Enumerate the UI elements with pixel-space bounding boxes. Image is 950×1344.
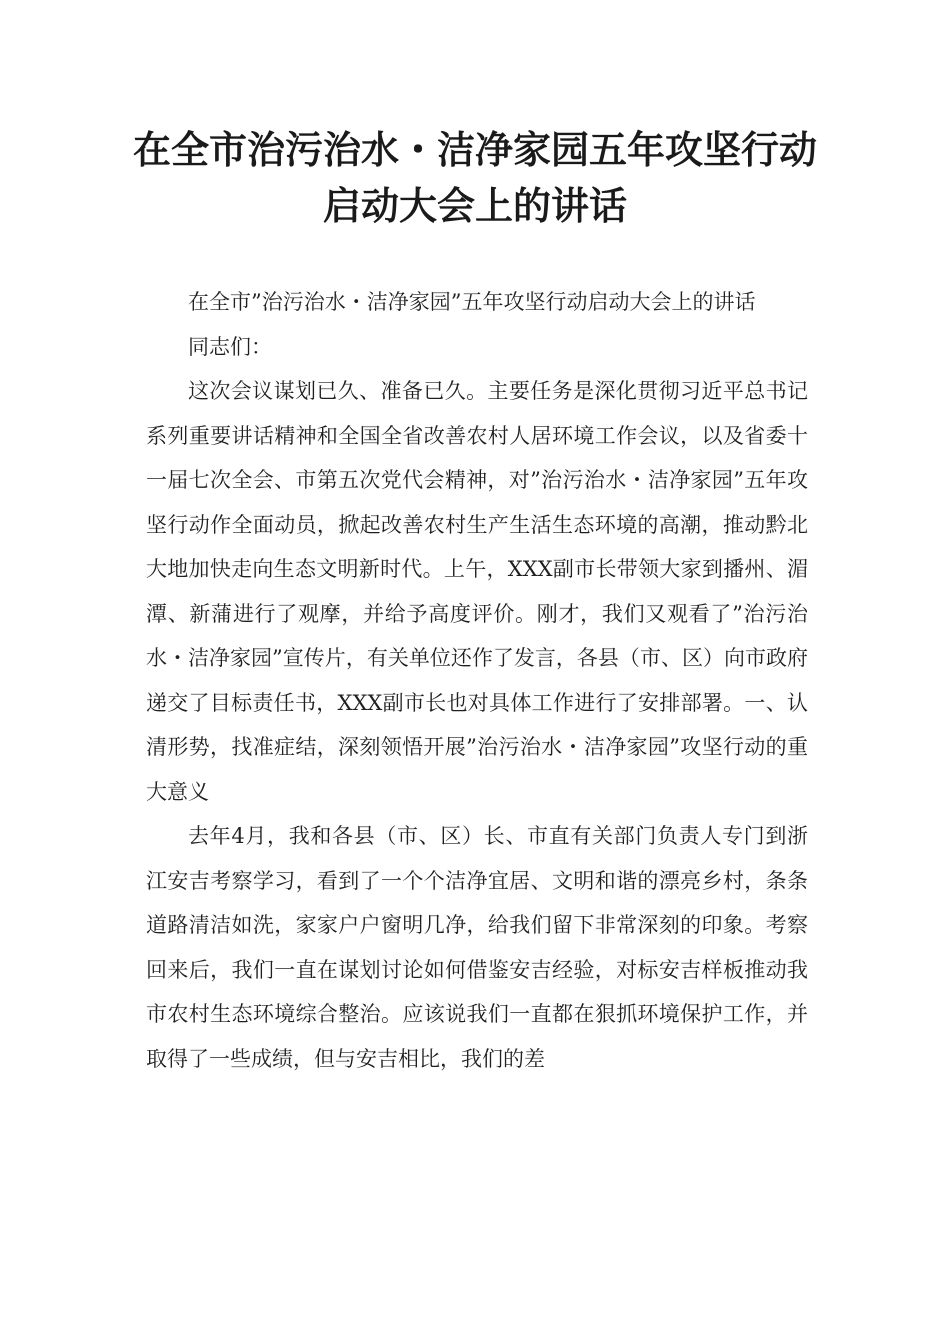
paragraph-anji: 去年4月，我和各县（市、区）长、市直有关部门负责人专门到浙江安吉考察学习，看到了一个个洁净宜居、文明和谐的漂亮乡村，条条道路清洁如洗，家家户户窗明几净，给我们留下非常深刻的印象。考察回来后，我们一直在谋划讨论如何借鉴安吉经验，对标安吉样板推动我市农村生态环境综合整治。应该说我们一直都在狠抓环境保护工作，并取得了一些成绩，但与安吉相比，我们的差	[146, 824, 808, 1071]
document-body	[146, 280, 808, 1081]
paragraph-salutation: 同志们：	[188, 334, 272, 359]
paragraph-intro: 这次会议谋划已久、准备已久。主要任务是深化贯彻习近平总书记系列重要讲话精神和全国全省改善农村人居环境工作会议，以及省委十一届七次全会、市第五次党代会精神，对”治污治水・洁净家园”五年攻坚行动作全面动员，掀起改善农村生产生活生态环境的高潮，推动黔北大地加快走向生态文明新时代。上午，XXX副市长带领大家到播州、湄潭、新蒲进行了观摩，并给予高度评价。刚才，我们又观看了”治污治水・洁净家园”宣传片，有关单位还作了发言，各县（市、区）向市政府递交了目标责任书，XXX副市长也对具体工作进行了安排部署。一、认清形势，找准症结，深刻领悟开展”治污治水・洁净家园”攻坚行动的重大意义	[146, 379, 808, 804]
paragraph-subtitle: 在全市”治污治水・洁净家园”五年攻坚行动启动大会上的讲话	[188, 290, 756, 314]
document-title: 在全市治污治水・洁净家园五年攻坚行动启动大会上的讲话	[132, 128, 817, 228]
